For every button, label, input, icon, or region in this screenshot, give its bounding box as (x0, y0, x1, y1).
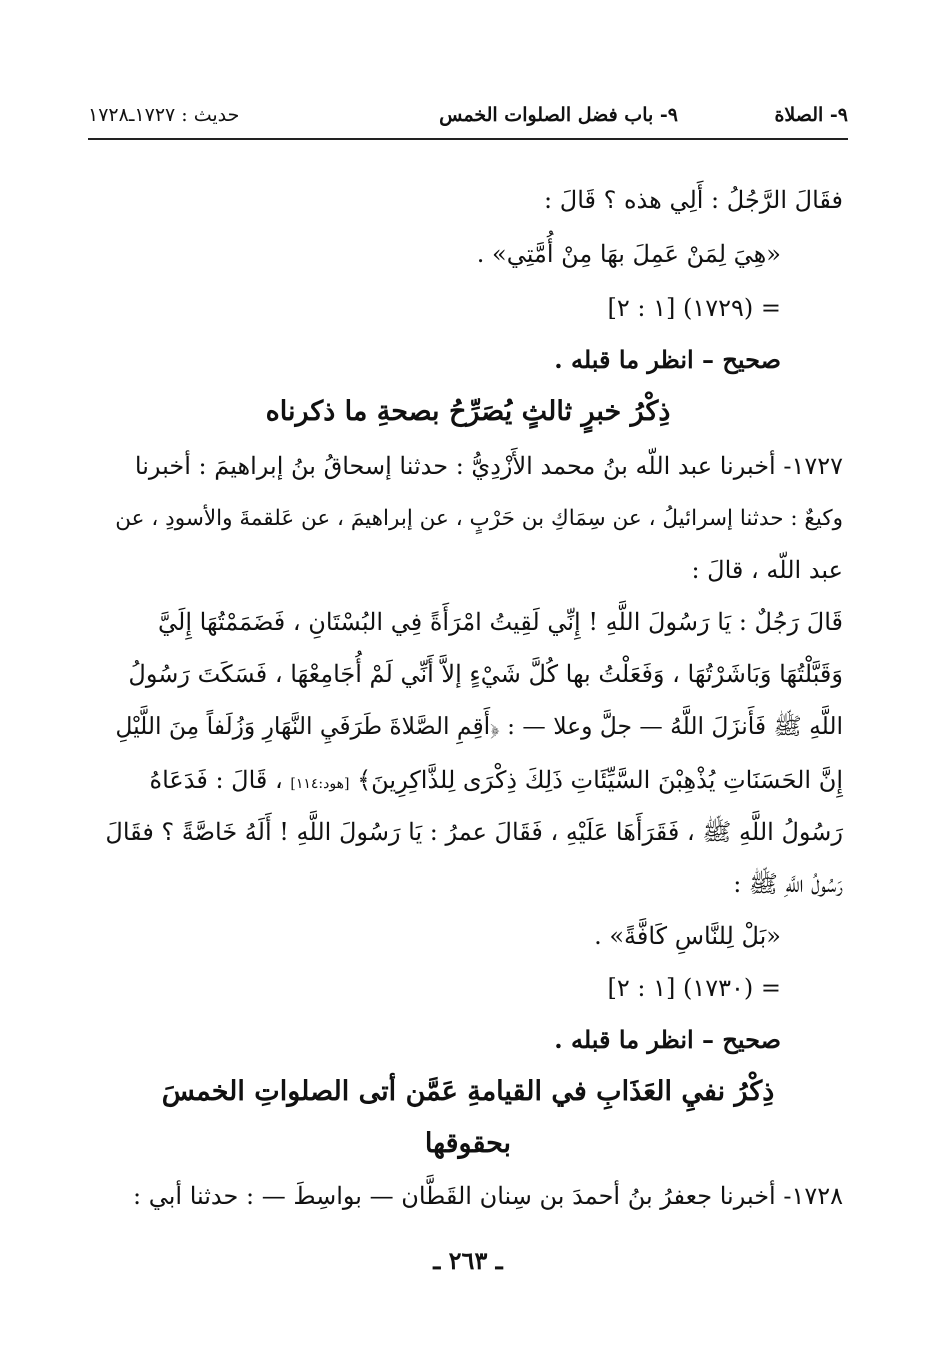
matn-line: رَسُولُ اللَّهِ ﷺ ، فَقَرَأَهَا عَلَيْهِ ، فَقَالَ عمرُ : يَا رَسُولَ اللَّهِ ! أَلَهُ خَاصَّةً ؟ فقَالَ (105, 818, 843, 846)
matn-line: اللَّهِ ﷺ فَأَنزَلَ اللَّهُ — جلَّ وعلا — : ﴿أَقِمِ الصَّلاةَ طَرَفَيِ النَّهَارِ وَزُلَفاً مِنَ اللَّيْلِ (115, 712, 843, 740)
quran-verse: إِنَّ الحَسَنَاتِ يُذْهِبْنَ السَّيِّئَاتِ ذَلِكَ ذِكْرَى لِلذَّاكِرِينَ﴾ (357, 766, 843, 794)
hadith-quote-line: «بَلْ لِلنَّاسِ كَافَّةً» . (594, 922, 781, 950)
matn-line: قَالَ رَجُلٌ : يَا رَسُولَ اللَّهِ ! إِنِّي لَقِيتُ امْرَأَةً فِي البُسْتَانِ ، فَضَمَمْتُهَا إِلَيَّ (158, 608, 843, 636)
matn-line (150, 766, 843, 795)
page-header (88, 104, 848, 140)
isnad-line: ١٧٢٨- أخبرنا جعفرُ بنُ أحمدَ بن سِنان القَطَّان — بواسِطَ — : حدثنا أبي : (133, 1182, 843, 1210)
matn-line: رَسُولُ اللَّهِ ﷺ : (733, 870, 843, 898)
grading-line: صحيح – انظر ما قبله . (554, 345, 781, 374)
isnad-line: وكيعٌ : حدثنا إسرائيلُ ، عن سِمَاكِ بن حَرْبٍ ، عن إبراهيمَ ، عن عَلقمةَ والأسودِ ، عن (115, 506, 843, 531)
grading-line: صحيح – انظر ما قبله . (554, 1025, 781, 1054)
matn-line: وَقَبَّلْتُهَا وَبَاشَرْتُهَا ، وَفَعَلْتُ بها كُلَّ شَيْءٍ إلاَّ أَنِّي لَمْ أُجَامِعْهَا ، فَسَكَتَ رَسُولُ (128, 660, 843, 688)
matn-continuation: ، قَالَ : فَدَعَاهُ (149, 766, 283, 794)
header-rule (88, 138, 848, 140)
header-chapter: ٩- الصلاة (774, 104, 848, 126)
reference-line: = (١٧٢٩) [١ : ٢] (607, 294, 781, 322)
quran-reference: [هود:١١٤] (290, 776, 350, 792)
header-hadith-range: حديث : ١٧٢٧ـ١٧٢٨ (88, 104, 240, 126)
page-number: ـ ٢٦٣ ـ (433, 1246, 503, 1275)
isnad-line: ١٧٢٧- أخبرنا عبد اللّه بنُ محمد الأَزْدِيُّ : حدثنا إسحاقُ بنُ إبراهيمَ : أخبرنا (134, 452, 843, 480)
isnad-line: عبد اللّه ، قالَ : (691, 556, 843, 584)
section-heading: ذِكْرُ نفيِ العَذَابِ في القيامةِ عَمَّن أتى الصلواتِ الخمسَ (161, 1076, 775, 1107)
section-heading: ذِكْرُ خبرٍ ثالثٍ يُصَرِّحُ بصحةِ ما ذكرناه (265, 396, 671, 427)
text-line: فقَالَ الرَّجُلُ : أَلِي هذه ؟ قَالَ : (544, 186, 843, 214)
section-heading-continued: بحقوقها (424, 1128, 512, 1159)
hadith-quote-line: «هِيَ لِمَنْ عَمِلَ بهَا مِنْ أُمَّتِي» . (476, 240, 781, 268)
header-section: ٩- باب فضل الصلوات الخمس (439, 104, 678, 126)
reference-line: = (١٧٣٠) [١ : ٢] (607, 974, 781, 1002)
